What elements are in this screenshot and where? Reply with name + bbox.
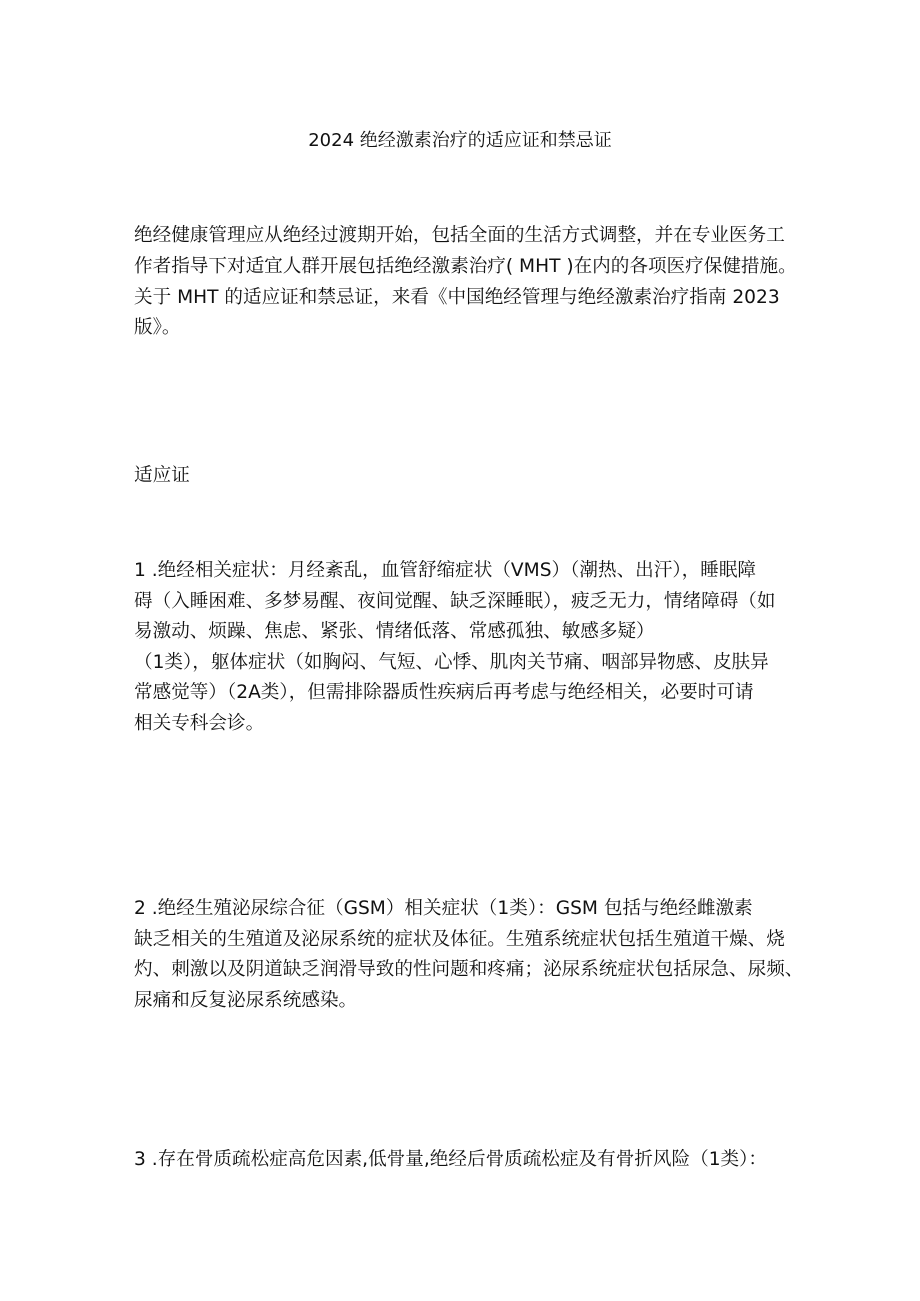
intro-line: 作者指导下对适宜人群开展包括绝经激素治疗( MHT )在内的各项医疗保健措施。 [134, 255, 797, 277]
item-line: （1类），躯体症状（如胸闷、气短、心悸、肌肉关节痛、咽部异物感、皮肤异 [134, 651, 769, 673]
indication-item-3 [134, 1145, 798, 1176]
item-line: 尿痛和反复泌尿系统感染。 [134, 989, 358, 1011]
item-line: 3 .存在骨质疏松症高危因素,低骨量,绝经后骨质疏松症及有骨折风险（1类）： [134, 1149, 768, 1170]
item-line: 1 .绝经相关症状：月经紊乱，血管舒缩症状（VMS）（潮热、出汗），睡眠障 [134, 560, 757, 581]
item-line: 易激动、烦躁、焦虑、紧张、情绪低落、常感孤独、敏感多疑） [134, 621, 655, 642]
section-heading: 适应证 [134, 465, 190, 486]
item-line: 碍（入睡困难、多梦易醒、夜间觉醒、缺乏深睡眠），疲乏无力，情绪障碍（如 [134, 590, 776, 612]
intro-paragraph [134, 221, 798, 344]
indication-item-1 [134, 556, 798, 739]
intro-line: 版》。 [134, 317, 181, 339]
document-title: 2024 绝经激素治疗的适应证和禁忌证 [308, 130, 612, 151]
item-line: 相关专科会诊。 [134, 712, 265, 734]
item-line: 2 .绝经生殖泌尿综合征（GSM）相关症状（1类）：GSM 包括与绝经雌激素 [134, 898, 753, 919]
indication-item-2 [134, 894, 804, 1016]
intro-line: 关于 MHT 的适应证和禁忌证，来看《中国绝经管理与绝经激素治疗指南 2023 [134, 286, 780, 308]
item-line: 灼、刺激以及阴道缺乏润滑导致的性问题和疼痛；泌尿系统症状包括尿急、尿频、 [134, 959, 804, 980]
item-line: 缺乏相关的生殖道及泌尿系统的症状及体征。生殖系统症状包括生殖道干燥、烧 [134, 928, 785, 950]
item-line: 常感觉等）（2A类），但需排除器质性疾病后再考虑与绝经相关，必要时可请 [134, 682, 754, 703]
intro-line: 绝经健康管理应从绝经过渡期开始，包括全面的生活方式调整，并在专业医务工 [134, 225, 785, 246]
